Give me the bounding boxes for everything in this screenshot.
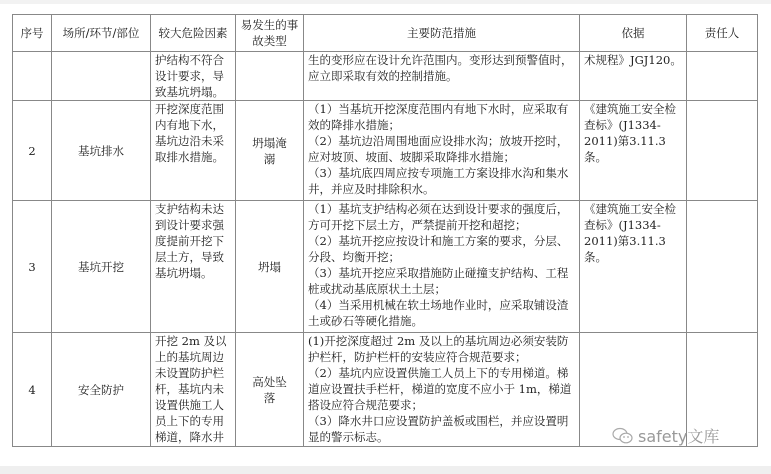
measure-item: （3）基坑开挖应采取措施防止碰撞支护结构、工程桩或扰动基底原状土土层； [308, 266, 569, 296]
place-cell [52, 52, 151, 101]
place-cell: 安全防护 [52, 333, 151, 447]
place-cell: 基坑排水 [52, 101, 151, 201]
watermark [612, 424, 719, 447]
measure-item: （1）基坑支护结构必须在达到设计要求的强度后，方可开挖下层土方，严禁提前开挖和超挖； [308, 202, 569, 232]
measure-item: （2）基坑内应设置供施工人员上下的专用梯道。梯道应设置扶手栏杆，梯道的宽度不应小于 1m，梯道搭设应符合规范要求； [308, 366, 572, 412]
measure-item: (1)开挖深度超过 2m 及以上的基坑周边必须安装防护栏杆，防护栏杆的安装应符合规范要求； [308, 334, 569, 364]
table-row [13, 101, 758, 201]
measures-cell [304, 52, 580, 101]
row-number [13, 52, 52, 101]
risk-cell: 开挖深度范围内有地下水，基坑边沿未采取排水措施。 [151, 101, 236, 201]
header-measures: 主要防范措施 [304, 15, 580, 52]
row-number: 2 [13, 101, 52, 201]
watermark-text: safety文库 [638, 427, 720, 446]
owner-cell [687, 101, 758, 201]
basis-cell: 《建筑施工安全检查标》(J1334-2011)第3.11.3条。 [580, 201, 687, 333]
bottom-band [0, 466, 771, 474]
measure-item: （3）降水井口应设置防护盖板或围栏，并应设置明显的警示标志。 [308, 414, 569, 444]
measures-cell [304, 201, 580, 333]
measure-item: （3）基坑底四周应按专项施工方案设排水沟和集水井，并应及时排除积水。 [308, 166, 569, 196]
wechat-icon [612, 427, 634, 445]
header-row [13, 15, 758, 52]
header-no: 序号 [13, 15, 52, 52]
measure-item: 生的变形应在设计允许范围内。变形达到预警值时，应立即采取有效的控制措施。 [308, 53, 573, 83]
accident-cell: 坍塌 [236, 201, 304, 333]
table-row [13, 52, 758, 101]
header-place: 场所/环节/部位 [52, 15, 151, 52]
risk-table [12, 14, 758, 447]
risk-cell: 护结构不符合设计要求，导致基坑坍塌。 [151, 52, 236, 101]
header-owner: 责任人 [687, 15, 758, 52]
measure-item: （2）基坑开挖应按设计和施工方案的要求，分层、分段、均衡开挖； [308, 234, 569, 264]
risk-cell: 支护结构未达到设计要求强度提前开挖下层土方，导致基坑坍塌。 [151, 201, 236, 333]
measure-item: （1）当基坑开挖深度范围内有地下水时，应采取有效的降排水措施； [308, 102, 569, 132]
basis-cell: 《建筑施工安全检查标》(J1334-2011)第3.11.3条。 [580, 101, 687, 201]
top-border [0, 0, 771, 4]
row-number: 4 [13, 333, 52, 447]
measure-item: （2）基坑边沿周围地面应设排水沟；放坡开挖时，应对坡顶、坡面、坡脚采取降排水措施； [308, 134, 569, 164]
table-row [13, 201, 758, 333]
place-cell: 基坑开挖 [52, 201, 151, 333]
header-risk: 较大危险因素 [151, 15, 236, 52]
accident-cell: 坍塌淹溺 [236, 101, 304, 201]
measures-cell [304, 101, 580, 201]
owner-cell [687, 201, 758, 333]
header-accident: 易发生的事故类型 [236, 15, 304, 52]
measure-item: （4）当采用机械在软土场地作业时，应采取铺设渣土或砂石等硬化措施。 [308, 298, 569, 328]
row-number: 3 [13, 201, 52, 333]
accident-cell: 高处坠落 [236, 333, 304, 447]
header-basis: 依据 [580, 15, 687, 52]
risk-cell: 开挖 2m 及以上的基坑周边未设置防护栏杆，基坑内未设置供施工人员上下的专用梯道，降水井 [151, 333, 236, 447]
owner-cell [687, 52, 758, 101]
accident-cell [236, 52, 304, 101]
measures-cell [304, 333, 580, 447]
basis-cell: 术规程》JGJ120。 [580, 52, 687, 101]
